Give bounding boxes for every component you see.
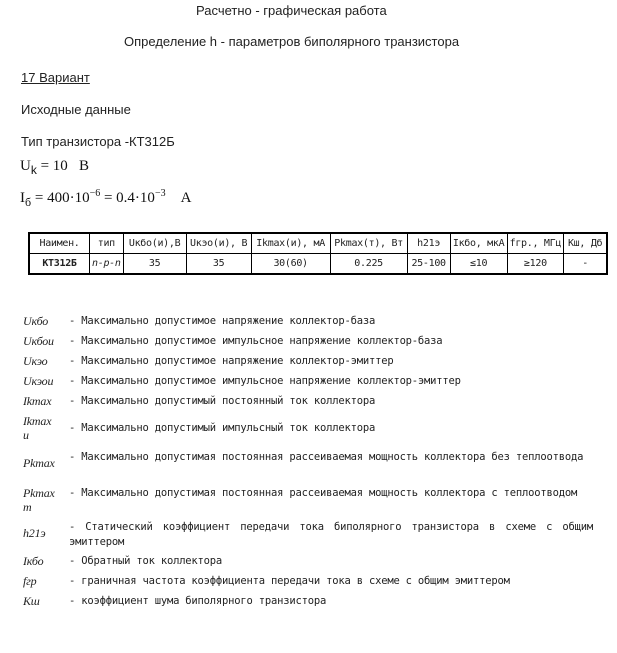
table-header-cell: h21э xyxy=(407,233,450,254)
definition-symbol: Uкбо xyxy=(23,314,49,328)
definition-text: - Максимально допустимое импульсное напряжение коллектор-эмиттер xyxy=(69,375,461,387)
definition-text: - Максимально допустимое импульсное напряжение коллектор-база xyxy=(69,335,443,347)
table-row xyxy=(29,254,607,275)
table-header-cell: тип xyxy=(90,233,124,254)
table-header-cell: Кш, Дб xyxy=(564,233,608,254)
list-item xyxy=(23,574,593,594)
definition-text: - граничная частота коэффициента передачи тока в схеме с общим эмиттером xyxy=(69,575,510,587)
table-cell: - xyxy=(564,254,608,275)
definition-text: - Максимально допустимая постоянная рассеиваемая мощность коллектора без теплоотвода xyxy=(69,451,584,463)
definition-symbol: Ikmax и xyxy=(23,414,52,442)
list-item xyxy=(23,334,593,354)
list-item xyxy=(23,394,593,414)
definition-text: - Обратный ток коллектора xyxy=(69,555,223,567)
definition-symbol: Uкэо xyxy=(23,354,48,368)
definition-text: - Максимально допустимая постоянная рассеиваемая мощность коллектора с теплоотводом xyxy=(69,487,578,499)
table-cell: ≥120 xyxy=(507,254,564,275)
table-cell: КТ312Б xyxy=(29,254,90,275)
table-header-cell: Pkmax(т), Вт xyxy=(330,233,407,254)
formula-uk: $U_k = 10$ В xyxy=(20,158,90,177)
definition-symbol: Pkmax т xyxy=(23,486,55,514)
variant-label: 17 Вариант xyxy=(21,70,90,85)
table-header-cell: Iкбо, мкА xyxy=(450,233,507,254)
table-cell: 25-100 xyxy=(407,254,450,275)
definition-symbol: Pkmax xyxy=(23,456,55,470)
list-item xyxy=(23,354,593,374)
table-cell: n-p-n xyxy=(90,254,124,275)
page-subtitle: Определение h - параметров биполярного транзистора xyxy=(124,34,460,49)
table-header-cell: Uкбо(и),В xyxy=(123,233,186,254)
formula-ib: $I_б = 400\cdot 10^{-6} = 0.4\cdot 10^{-3}$ A xyxy=(20,188,192,209)
definition-text: - Максимально допустимое напряжение коллектор-эмиттер xyxy=(69,355,394,367)
definition-text: - коэффициент шума биполярного транзистора xyxy=(69,595,327,607)
table-cell: 35 xyxy=(186,254,251,275)
table-header-row xyxy=(29,233,607,254)
definition-text: - Статический коэффициент передачи тока биполярного транзистора в схеме с общим эмиттером xyxy=(69,521,593,548)
definition-symbol: Ikmax xyxy=(23,394,52,408)
list-item xyxy=(23,554,593,574)
table-header-cell: Наимен. xyxy=(29,233,90,254)
transistor-type: Тип транзистора -КТ312Б xyxy=(21,134,175,149)
table-header-cell: Uкэо(и), В xyxy=(186,233,251,254)
list-item xyxy=(23,520,593,554)
list-item xyxy=(23,486,593,520)
table-cell: 0.225 xyxy=(330,254,407,275)
definition-symbol: Kш xyxy=(23,594,40,608)
definition-symbol: Iкбо xyxy=(23,554,44,568)
table-cell: 30(60) xyxy=(251,254,330,275)
list-item xyxy=(23,450,593,486)
table-cell: ≤10 xyxy=(450,254,507,275)
list-item xyxy=(23,414,593,450)
definitions-list xyxy=(23,314,593,614)
definition-symbol: Uкэои xyxy=(23,374,54,388)
table-header-cell: fгр., МГц xyxy=(507,233,564,254)
table-header-cell: Ikmax(и), мА xyxy=(251,233,330,254)
page-title: Расчетно - графическая работа xyxy=(196,3,387,18)
definition-symbol: h21э xyxy=(23,526,46,540)
definition-symbol: fгр xyxy=(23,574,37,588)
parameters-table xyxy=(28,232,608,275)
list-item xyxy=(23,374,593,394)
definition-text: - Максимально допустимый постоянный ток коллектора xyxy=(69,395,376,407)
list-item xyxy=(23,594,593,614)
source-data-heading: Исходные данные xyxy=(21,102,131,117)
definition-symbol: Uкбои xyxy=(23,334,54,348)
definition-text: - Максимально допустимое напряжение коллектор-база xyxy=(69,315,376,327)
definition-text: - Максимально допустимый импульсный ток коллектора xyxy=(69,422,376,434)
list-item xyxy=(23,314,593,334)
table-cell: 35 xyxy=(123,254,186,275)
